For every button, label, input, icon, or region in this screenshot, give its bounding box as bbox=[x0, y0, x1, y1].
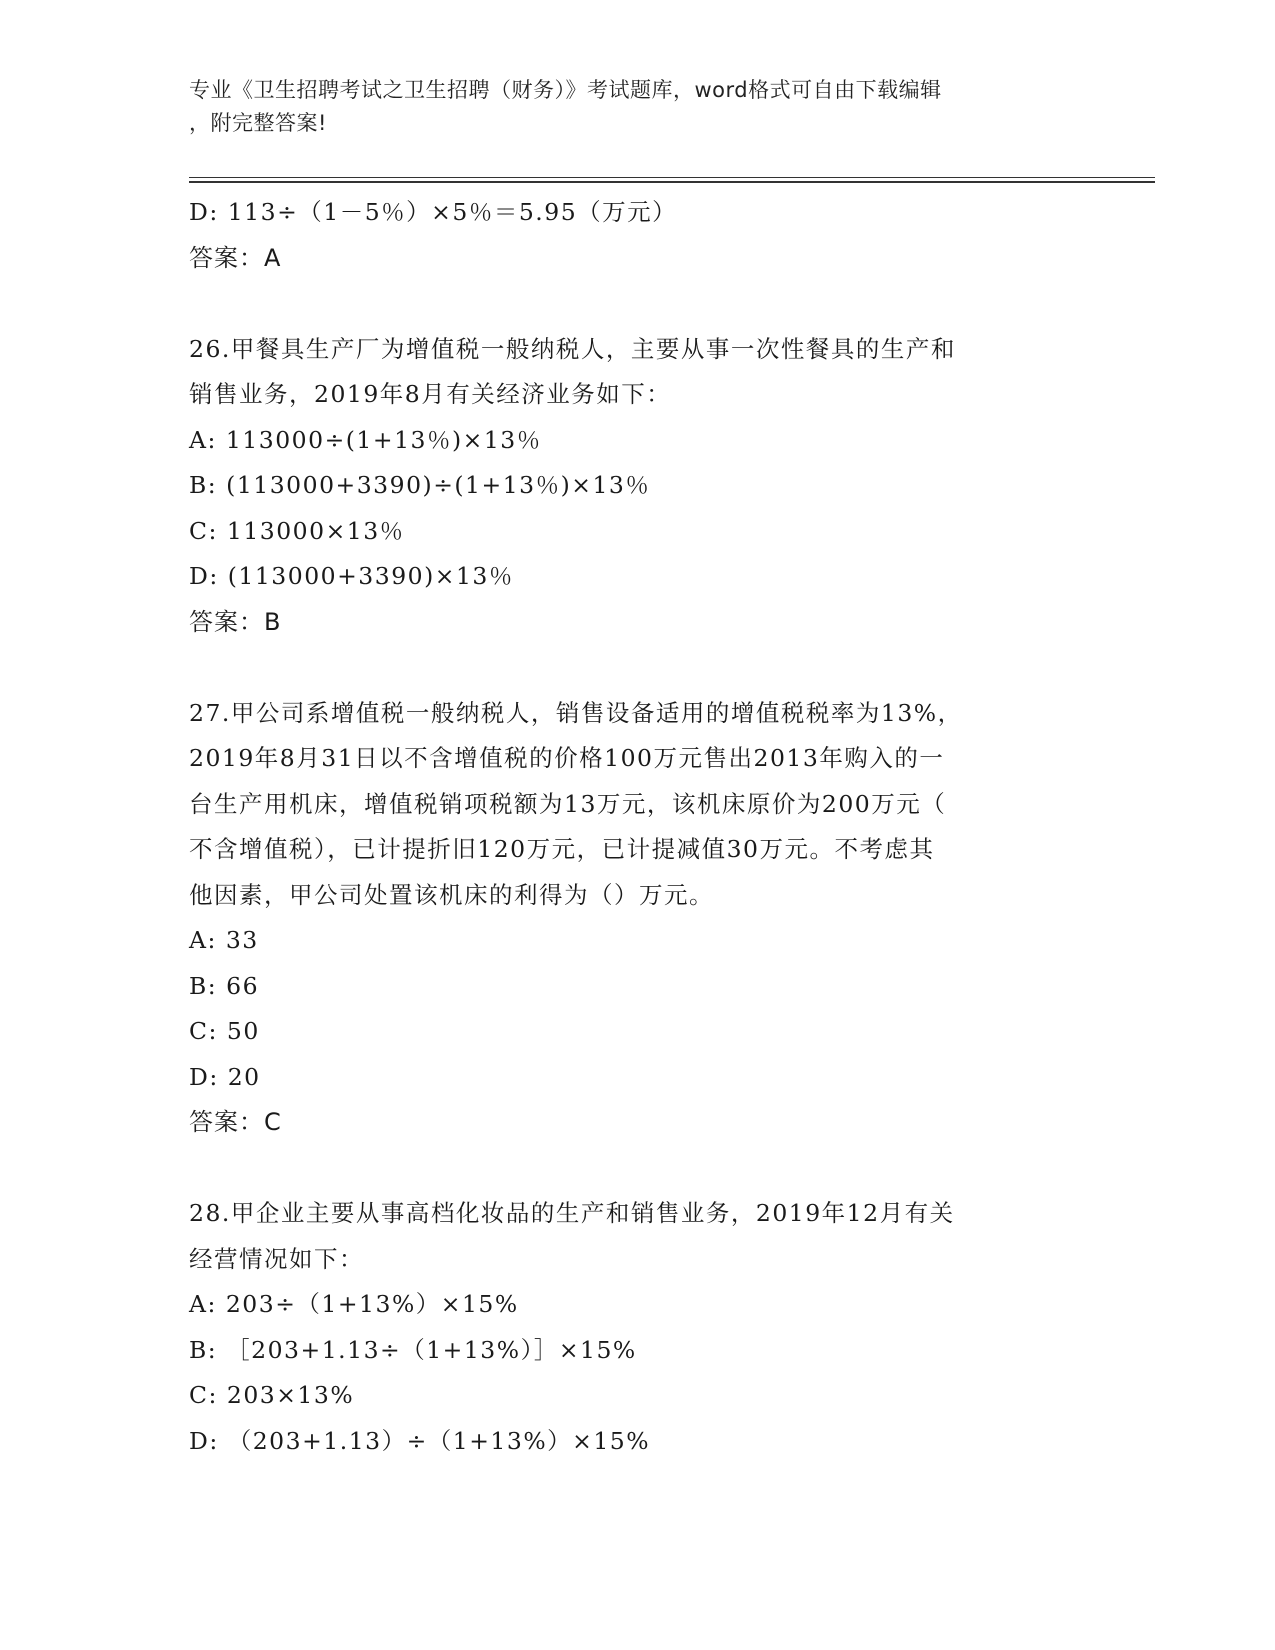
spacer bbox=[189, 281, 1089, 327]
question-stem: 他因素，甲公司处置该机床的利得为（）万元。 bbox=[189, 880, 714, 909]
question-list bbox=[189, 190, 1089, 1464]
question-stem: 经营情况如下： bbox=[189, 1244, 364, 1273]
option-c: C: 50 bbox=[189, 1017, 260, 1045]
header-divider-thick bbox=[189, 181, 1155, 183]
option-b: B: ［203+1.13÷（1+13%）］×15% bbox=[189, 1335, 637, 1364]
option-a: A: 203÷（1+13%）×15% bbox=[189, 1290, 519, 1318]
option-c: C: 113000×13％ bbox=[189, 516, 405, 545]
header-line-1: 专业《卫生招聘考试之卫生招聘（财务）》考试题库，word格式可自由下载编辑 bbox=[189, 78, 942, 102]
header-divider-thin bbox=[189, 177, 1155, 178]
header-line-2: ，附完整答案! bbox=[189, 111, 327, 135]
question-stem: 27.甲公司系增值税一般纳税人，销售设备适用的增值税税率为13%， bbox=[189, 698, 963, 727]
option-d: D: (113000+3390)×13％ bbox=[189, 562, 514, 590]
question-28 bbox=[189, 1191, 1089, 1464]
answer: 答案：C bbox=[189, 1108, 282, 1136]
question-stem: 不含增值税），已计提折旧120万元，已计提减值30万元。不考虑其 bbox=[189, 835, 935, 863]
question-stem: 台生产用机床，增值税销项税额为13万元，该机床原价为200万元（ bbox=[189, 789, 947, 818]
question-26 bbox=[189, 327, 1089, 646]
question-stem: 销售业务，2019年8月有关经济业务如下： bbox=[189, 380, 672, 408]
document-header bbox=[189, 74, 1069, 140]
question-stem: 28.甲企业主要从事高档化妆品的生产和销售业务，2019年12月有关 bbox=[189, 1199, 955, 1227]
option-b: B: 66 bbox=[189, 971, 260, 1000]
answer: 答案：A bbox=[189, 243, 282, 272]
question-stem: 2019年8月31日以不含增值税的价格100万元售出2013年购入的一 bbox=[189, 744, 945, 772]
option-b: B: (113000+3390)÷(1+13％)×13％ bbox=[189, 471, 651, 499]
spacer bbox=[189, 1146, 1089, 1192]
question-stem: 26.甲餐具生产厂为增值税一般纳税人，主要从事一次性餐具的生产和 bbox=[189, 334, 956, 363]
spacer bbox=[189, 645, 1089, 691]
option-d: D: 113÷（1－5％）×5％＝5.95（万元） bbox=[189, 198, 678, 226]
answer: 答案：B bbox=[189, 607, 282, 636]
question-25-tail bbox=[189, 190, 1089, 281]
option-c: C: 203×13% bbox=[189, 1381, 355, 1409]
option-d: D: （203+1.13）÷（1+13%）×15% bbox=[189, 1426, 651, 1455]
option-d: D: 20 bbox=[189, 1062, 261, 1091]
question-27 bbox=[189, 691, 1089, 1146]
option-a: A: 113000÷(1+13％)×13％ bbox=[189, 425, 542, 454]
option-a: A: 33 bbox=[189, 926, 259, 954]
